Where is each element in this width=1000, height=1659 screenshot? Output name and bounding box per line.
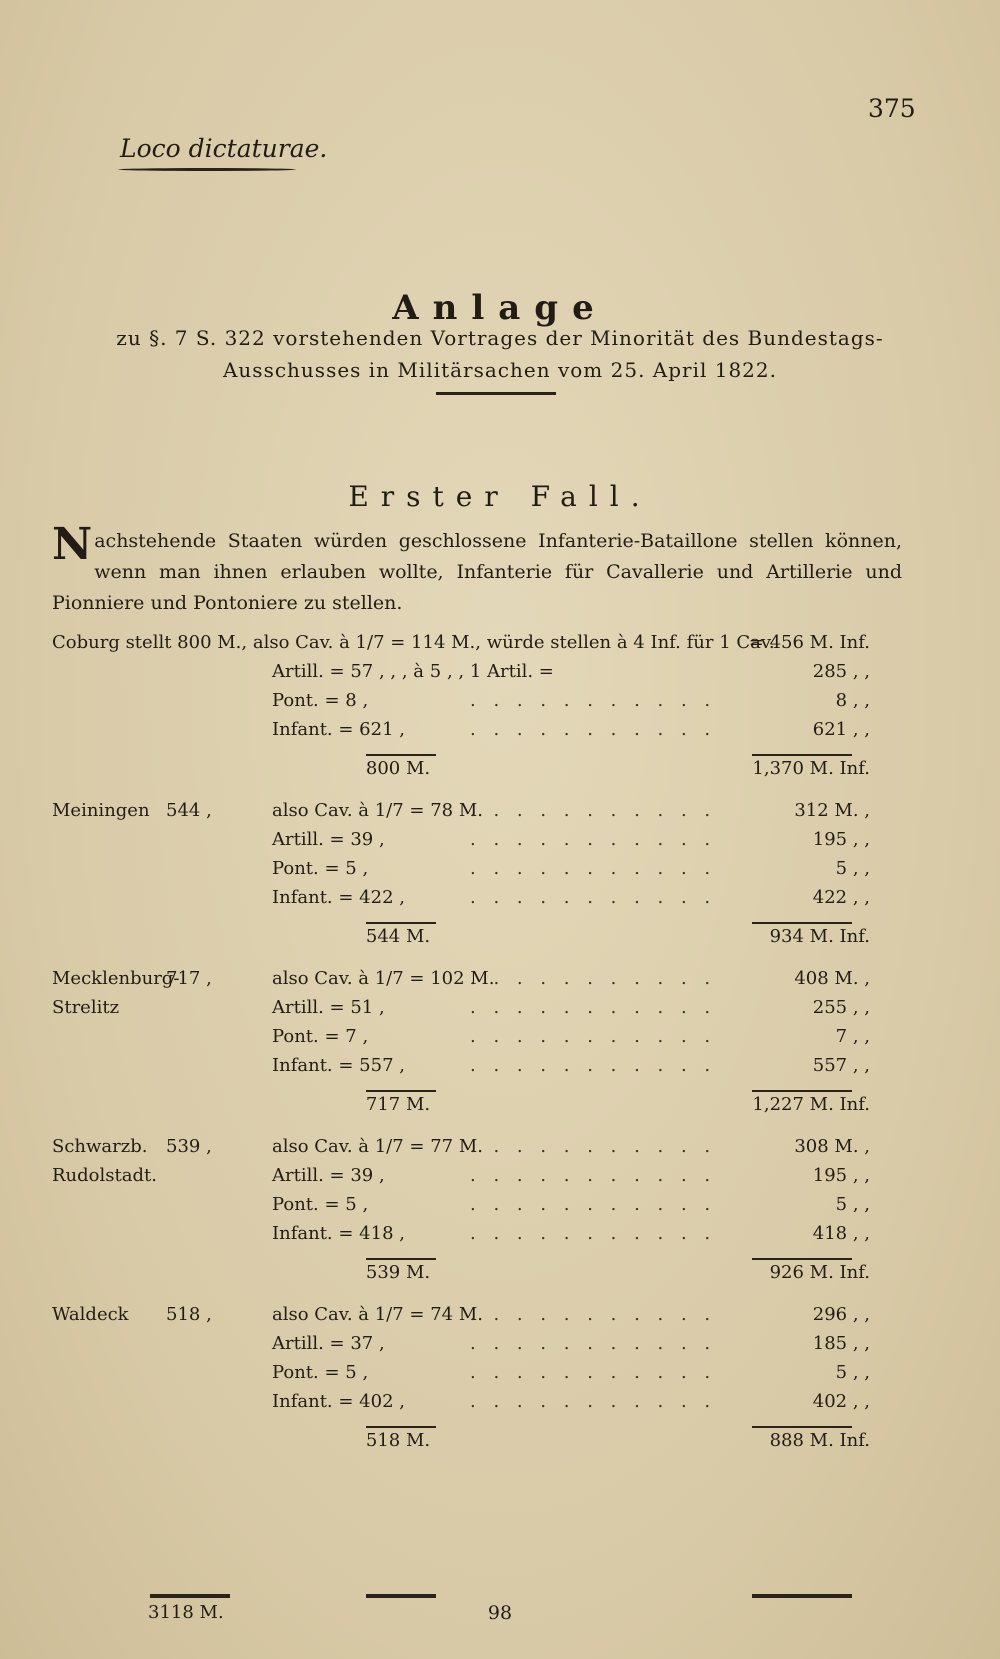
sum-rule-left <box>366 754 436 756</box>
dot-leader: . . . . . . . . . . . <box>470 1165 717 1186</box>
state-name: Meiningen <box>52 800 150 821</box>
grand-total-rule <box>150 1594 230 1598</box>
state-total: 717 , <box>166 968 212 989</box>
dot-leader: . . . . . . . . . . . <box>470 1136 717 1157</box>
state-sum: 539 M. <box>365 1262 431 1283</box>
infantry-sum: 926 M. Inf. <box>769 1262 870 1283</box>
sum-rule-left <box>366 1090 436 1092</box>
state-sum: 717 M. <box>365 1094 431 1115</box>
signature-mark: 98 <box>487 1602 513 1624</box>
dot-leader: . . . . . . . . . . . <box>470 1391 717 1412</box>
dot-leader: . . . . . . . . . . . <box>470 690 717 711</box>
result-value: 408 M. , <box>794 968 870 989</box>
state-sum: 800 M. <box>365 758 431 779</box>
infantry-sum: 888 M. Inf. <box>769 1430 870 1451</box>
calc-line: Artill. = 37 , <box>272 1333 385 1354</box>
result-value: 5 , , <box>835 858 870 879</box>
sum-rule-left <box>366 922 436 924</box>
dot-leader: . . . . . . . . . . . <box>470 968 717 989</box>
intro-text: achstehende Staaten würden geschlossene Infanterie-Bataillone stellen können, wenn man ihnen erlauben wollte, Infanterie für Cavallerie und Artillerie und Pionniere und Pontoniere zu stellen. <box>52 530 902 614</box>
dot-leader: . . . . . . . . . . . <box>470 1194 717 1215</box>
result-value: 195 , , <box>812 1165 870 1186</box>
dot-leader: . . . . . . . . . . . <box>470 997 717 1018</box>
dot-leader: . . . . . . . . . . . <box>470 1304 717 1325</box>
calc-line: Artill. = 51 , <box>272 997 385 1018</box>
result-value: 557 , , <box>812 1055 870 1076</box>
calc-line: Infant. = 621 , <box>272 719 405 740</box>
sum-rule-left <box>366 1258 436 1260</box>
state-total: 544 , <box>166 800 212 821</box>
calc-line: Pont. = 8 , <box>272 690 369 711</box>
dot-leader: . . . . . . . . . . . <box>470 1333 717 1354</box>
state-sum: 544 M. <box>365 926 431 947</box>
dot-leader: . . . . . . . . . . . <box>470 800 717 821</box>
state-sum: 518 M. <box>365 1430 431 1451</box>
result-value: 402 , , <box>812 1391 870 1412</box>
section-heading: Erster Fall. <box>348 480 652 513</box>
locus-dictaturae: Loco dictaturae. <box>120 134 328 163</box>
dot-leader: . . . . . . . . . . . <box>470 1026 717 1047</box>
calc-line: Pont. = 5 , <box>272 1362 369 1383</box>
dot-leader: . . . . . . . . . . . <box>470 858 717 879</box>
state-name: Mecklenburg- <box>52 968 180 989</box>
infantry-sum: 1,227 M. Inf. <box>752 1094 870 1115</box>
result-value: 296 , , <box>812 1304 870 1325</box>
calc-line: Infant. = 418 , <box>272 1223 405 1244</box>
result-value: 418 , , <box>812 1223 870 1244</box>
calc-line: Infant. = 557 , <box>272 1055 405 1076</box>
document-title: Anlage <box>392 288 608 328</box>
result-value: 285 , , <box>812 661 870 682</box>
state-name-cont: Strelitz <box>52 997 120 1018</box>
calc-line: Infant. = 402 , <box>272 1391 405 1412</box>
page-number: 375 <box>868 94 916 123</box>
state-total: 539 , <box>166 1136 212 1157</box>
dot-leader: . . . . . . . . . . . <box>470 1055 717 1076</box>
subtitle-line-1: zu §. 7 S. 322 vorstehenden Vortrages der Minorität des Bundestags- <box>116 326 884 350</box>
result-value: 5 , , <box>835 1194 870 1215</box>
result-value: 8 , , <box>835 690 870 711</box>
calc-line: Infant. = 422 , <box>272 887 405 908</box>
sum-rule-right <box>752 922 852 924</box>
calc-line: also Cav. à 1/7 = 102 M. <box>272 968 495 989</box>
calc-line: Pont. = 5 , <box>272 1194 369 1215</box>
infantry-sum: 1,370 M. Inf. <box>752 758 870 779</box>
state-name: Waldeck <box>52 1304 129 1325</box>
result-value: 5 , , <box>835 1362 870 1383</box>
result-value: 312 M. , <box>794 800 870 821</box>
sum-rule-right <box>752 1090 852 1092</box>
result-value: 185 , , <box>812 1333 870 1354</box>
sum-rule-right <box>752 754 852 756</box>
state-name: Schwarzb. <box>52 1136 148 1157</box>
drop-initial: N <box>52 519 93 570</box>
result-value: 308 M. , <box>794 1136 870 1157</box>
dot-leader: . . . . . . . . . . . <box>470 719 717 740</box>
calc-line: also Cav. à 1/7 = 78 M. <box>272 800 483 821</box>
dot-leader: . . . . . . . . . . . <box>470 1223 717 1244</box>
result-value: 7 , , <box>835 1026 870 1047</box>
calc-line: also Cav. à 1/7 = 77 M. <box>272 1136 483 1157</box>
dot-leader: . . . . . . . . . . . <box>470 1362 717 1383</box>
state-total: 518 , <box>166 1304 212 1325</box>
calc-line: Artill. = 39 , <box>272 829 385 850</box>
final-rule-right <box>752 1594 852 1598</box>
result-value: 255 , , <box>812 997 870 1018</box>
sum-rule-left <box>366 1426 436 1428</box>
result-value: 195 , , <box>812 829 870 850</box>
calc-line: Pont. = 5 , <box>272 858 369 879</box>
calc-line: Artill. = 57 , , , à 5 , , 1 Artil. = <box>272 661 554 682</box>
sum-rule-right <box>752 1258 852 1260</box>
result-value: = 456 M. Inf. <box>748 632 870 653</box>
calc-line: Artill. = 39 , <box>272 1165 385 1186</box>
sum-rule-right <box>752 1426 852 1428</box>
result-value: 621 , , <box>812 719 870 740</box>
infantry-sum: 934 M. Inf. <box>769 926 870 947</box>
result-value: 422 , , <box>812 887 870 908</box>
grand-total: 3118 M. <box>148 1602 224 1623</box>
dot-leader: . . . . . . . . . . . <box>470 829 717 850</box>
state-name-cont: Rudolstadt. <box>52 1165 157 1186</box>
subtitle-line-2: Ausschusses in Militärsachen vom 25. April 1822. <box>222 358 777 382</box>
final-rule-left <box>366 1594 436 1598</box>
calc-line: also Cav. à 1/7 = 74 M. <box>272 1304 483 1325</box>
dot-leader: . . . . . . . . . . . <box>470 887 717 908</box>
state-name: Coburg stellt 800 M., also Cav. à 1/7 = 114 M., würde stellen à 4 Inf. für 1 Cav. <box>52 632 775 653</box>
calc-line: Pont. = 7 , <box>272 1026 369 1047</box>
